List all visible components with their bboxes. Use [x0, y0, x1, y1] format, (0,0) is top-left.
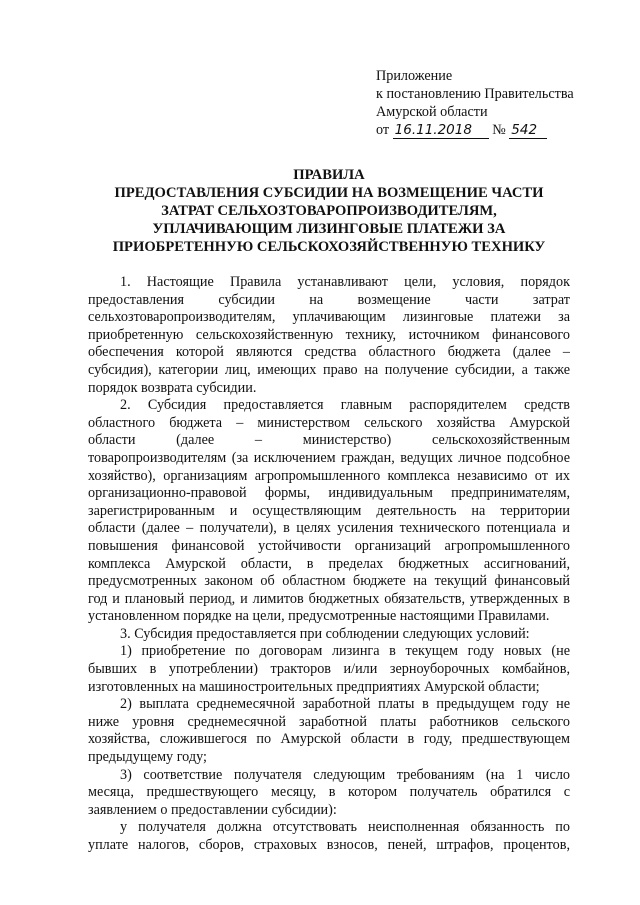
- number-prefix: №: [492, 122, 506, 138]
- body-line: 2. Субсидия предоставляется главным распорядителем средств: [120, 397, 570, 414]
- body-line: зарегистрированным и осуществляющим деятельность на территории: [88, 502, 570, 519]
- body-line: предоставления субсидии на возмещение части затрат: [88, 291, 570, 308]
- body-line: изготовленных на машиностроительных предприятиях Амурской области;: [88, 678, 540, 695]
- body-line: приобретенную сельскохозяйственную технику, источником финансового: [88, 326, 570, 343]
- body-line: 3. Субсидия предоставляется при соблюдении следующих условий:: [120, 625, 530, 642]
- body-line: год и плановый период, и лимитов бюджетных обязательств, утвержденных в: [88, 590, 570, 607]
- body-line: 1) приобретение по договорам лизинга в текущем году новых (не: [120, 643, 570, 660]
- body-line: комплекса Амурской области, в пределах бюджетных ассигнований,: [88, 555, 570, 572]
- appendix-line-3: Амурской области: [376, 104, 488, 120]
- body-line: месяца, предшествующего месяцу, в котором получатель обратился с: [88, 784, 570, 801]
- body-line: уплате налогов, сборов, страховых взносов, пеней, штрафов, процентов,: [88, 837, 570, 853]
- appendix-block: [376, 67, 574, 139]
- body-line: порядок возврата субсидии.: [88, 379, 257, 396]
- body-line: 3) соответствие получателя следующим требованиям (на 1 число: [120, 766, 570, 783]
- body-line: предыдущему году;: [88, 749, 207, 766]
- body-line: установленном порядке на цели, предусмотренные настоящими Правилами.: [88, 608, 550, 625]
- body-line: предусмотренных законом об областном бюджете на текущий финансовый: [88, 573, 570, 590]
- body-line: области (далее – получатели), в целях усиления технического потенциала и: [88, 520, 570, 537]
- appendix-date-line: [376, 121, 574, 139]
- title-line-2: ПРЕДОСТАВЛЕНИЯ СУБСИДИИ НА ВОЗМЕЩЕНИЕ ЧАСТИ: [114, 185, 544, 201]
- appendix-line-1: Приложение: [376, 68, 453, 84]
- date-prefix: от: [376, 122, 390, 138]
- document-body: [88, 274, 570, 855]
- body-line: хозяйства, сложившегося по Амурской области в году, предшествующем: [88, 731, 570, 748]
- body-line: обеспечения которой являются средства областного бюджета (далее –: [88, 344, 570, 361]
- document-title: [88, 166, 570, 256]
- body-line: 1. Настоящие Правила устанавливают цели, условия, порядок: [120, 274, 570, 290]
- body-line: повышения финансовой устойчивости организаций агропромышленного: [88, 537, 570, 554]
- body-line: товаропроизводителям (за исключением граждан, ведущих личное подсобное: [88, 449, 570, 466]
- title-line-1: ПРАВИЛА: [293, 167, 365, 183]
- appendix-line-2: к постановлению Правительства: [376, 86, 574, 102]
- body-line: области (далее – министерство) сельскохозяйственным: [88, 432, 570, 449]
- title-line-4: УПЛАЧИВАЮЩИМ ЛИЗИНГОВЫЕ ПЛАТЕЖИ ЗА: [152, 221, 506, 237]
- title-line-5: ПРИОБРЕТЕННУЮ СЕЛЬСКОХОЗЯЙСТВЕННУЮ ТЕХНИКУ: [112, 239, 546, 255]
- title-line-3: ЗАТРАТ СЕЛЬХОЗТОВАРОПРОИЗВОДИТЕЛЯМ,: [161, 203, 497, 219]
- body-line: заявлением о предоставлении субсидии):: [88, 801, 337, 818]
- handwritten-date: 16.11.2018: [393, 123, 489, 139]
- body-line: хозяйство), организациям агропромышленного комплекса независимо от их: [88, 467, 570, 484]
- body-line: 2) выплата среднемесячной заработной платы в предыдущем году не: [120, 696, 570, 713]
- body-line: субсидия), категории лиц, имеющих право на получение субсидии, а также: [88, 361, 570, 378]
- body-line: сельхозтоваропроизводителям, уплачивающим лизинговые платежи за: [88, 309, 570, 326]
- body-line: ниже уровня среднемесячной заработной платы работников сельского: [88, 713, 570, 730]
- handwritten-number: 542: [509, 123, 547, 139]
- body-line: областного бюджета – министерством сельского хозяйства Амурской: [88, 414, 570, 431]
- body-line: бывших в употреблении) тракторов и/или зерноуборочных комбайнов,: [88, 661, 570, 678]
- body-line: организационно-правовой формы, индивидуальным предпринимателям,: [88, 485, 570, 502]
- body-line: у получателя должна отсутствовать неисполненная обязанность по: [120, 819, 570, 836]
